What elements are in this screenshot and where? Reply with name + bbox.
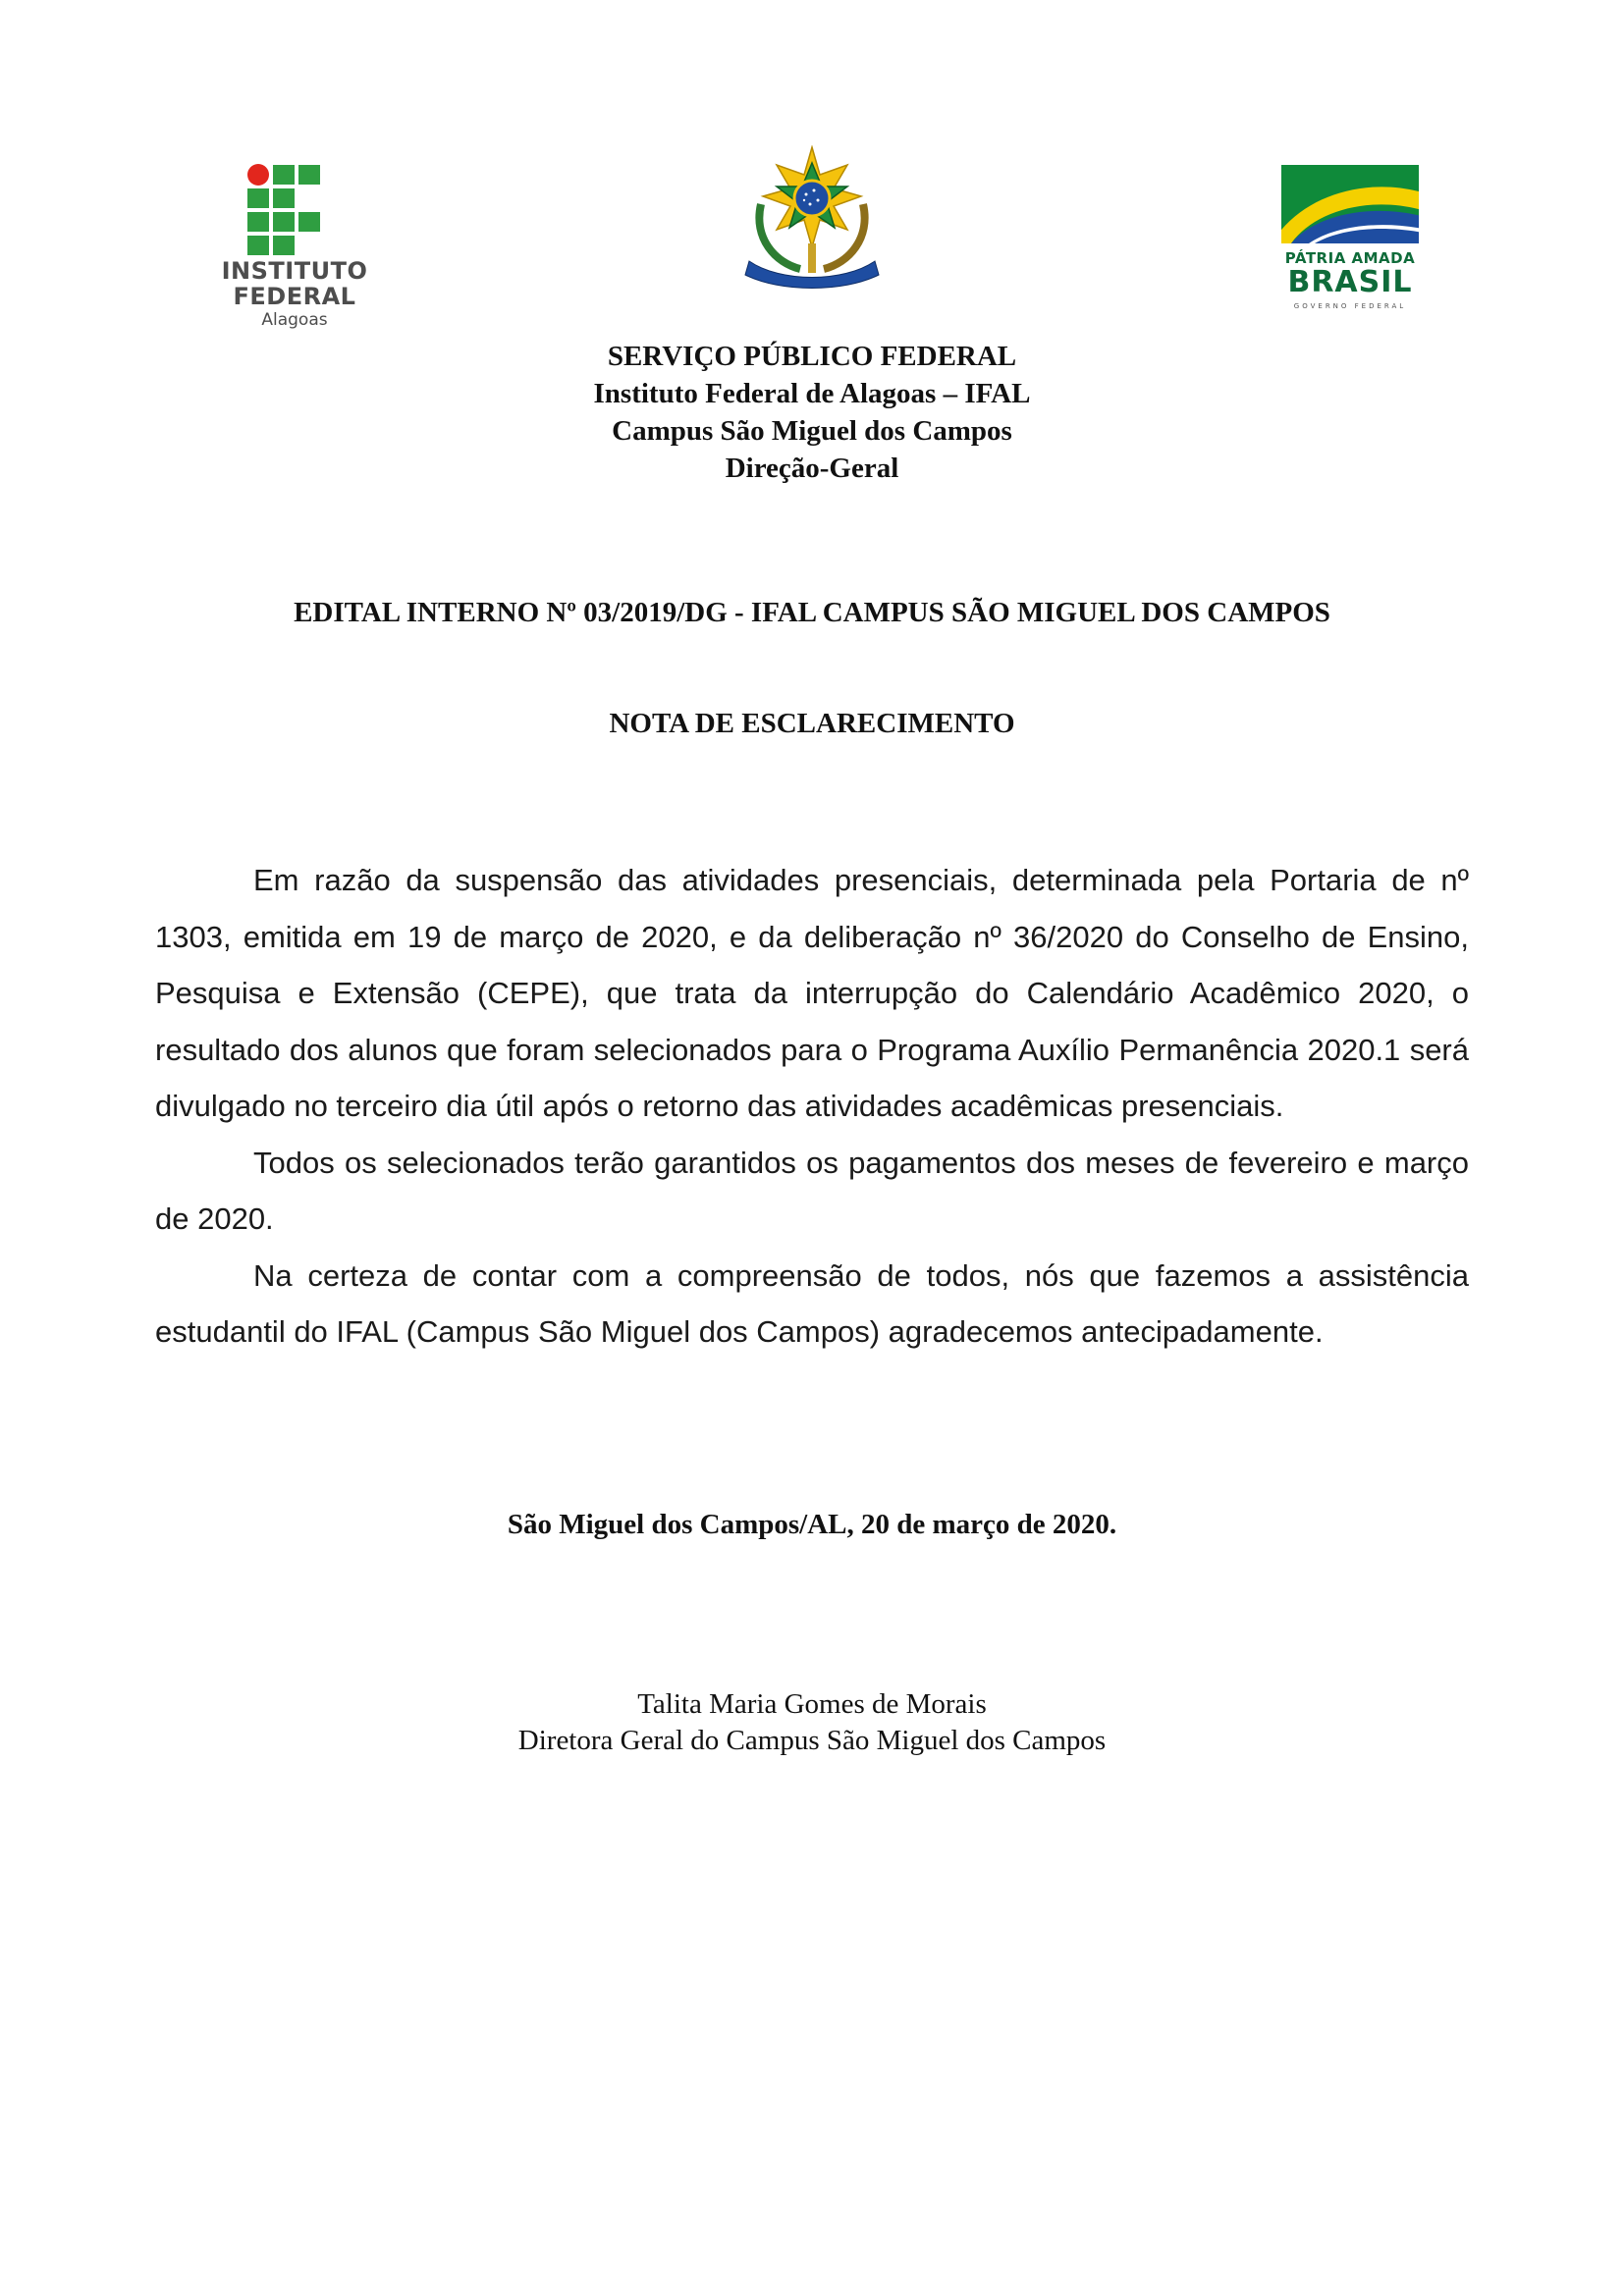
- brasil-logo-line3: GOVERNO FEDERAL: [1293, 302, 1407, 310]
- date-line: São Miguel dos Campos/AL, 20 de março de 2020.: [507, 1509, 1117, 1540]
- ifal-grid-icon: [211, 157, 378, 255]
- signature-name: Talita Maria Gomes de Morais: [637, 1688, 987, 1720]
- body-paragraph-1: Em razão da suspensão das atividades presenciais, determinada pela Portaria de nº 1303, emitida em 19 de março de 2020, e da deliberação nº 36/2020 do Conselho de Ensino, Pesquisa e Extensão (CEPE), que trata da interrupção do Calendário Acadêmico 2020, o resultado dos alunos que foram selecionados para o Programa Auxílio Permanência 2020.1 será divulgado no terceiro dia útil após o retorno das atividades acadêmicas presenciais.: [155, 863, 1469, 1123]
- brasil-flag-band: [1281, 165, 1419, 243]
- signature-role: Diretora Geral do Campus São Miguel dos Campos: [517, 1725, 1107, 1756]
- header-line-campus: Campus São Miguel dos Campos: [612, 415, 1012, 447]
- header-line-service: SERVIÇO PÚBLICO FEDERAL: [607, 341, 1017, 372]
- ifal-logo-line2: FEDERAL: [233, 283, 356, 310]
- signature-block: [0, 1686, 1624, 1759]
- brazil-coat-of-arms-icon: [731, 145, 893, 293]
- edital-title: EDITAL INTERNO Nº 03/2019/DG - IFAL CAMPUS SÃO MIGUEL DOS CAMPOS: [294, 597, 1330, 628]
- body-paragraph-2: Todos os selecionados terão garantidos os pagamentos dos meses de fevereiro e março de 2020.: [155, 1145, 1469, 1236]
- coat-of-arms-logo: [731, 145, 893, 293]
- patria-amada-brasil-logo: [1281, 165, 1419, 312]
- body-paragraph-3: Na certeza de contar com a compreensão de todos, nós que fazemos a assistência estudantil do IFAL (Campus São Miguel dos Campos) agradecemos antecipadamente.: [155, 1257, 1469, 1349]
- brasil-logo-line2: BRASIL: [1287, 265, 1413, 299]
- ifal-logo: [211, 157, 378, 334]
- header-line-direction: Direção-Geral: [725, 453, 899, 484]
- brasil-arc-icon: [1281, 165, 1419, 243]
- header-line-institute: Instituto Federal de Alagoas – IFAL: [593, 378, 1031, 409]
- nota-title: NOTA DE ESCLARECIMENTO: [609, 708, 1015, 739]
- ifal-logo-line3: Alagoas: [261, 310, 328, 330]
- document-header: [0, 338, 1624, 487]
- brasil-logo-line1: PÁTRIA AMADA: [1284, 249, 1416, 267]
- ifal-logo-line1: INSTITUTO: [221, 257, 368, 285]
- document-body: [155, 852, 1469, 1361]
